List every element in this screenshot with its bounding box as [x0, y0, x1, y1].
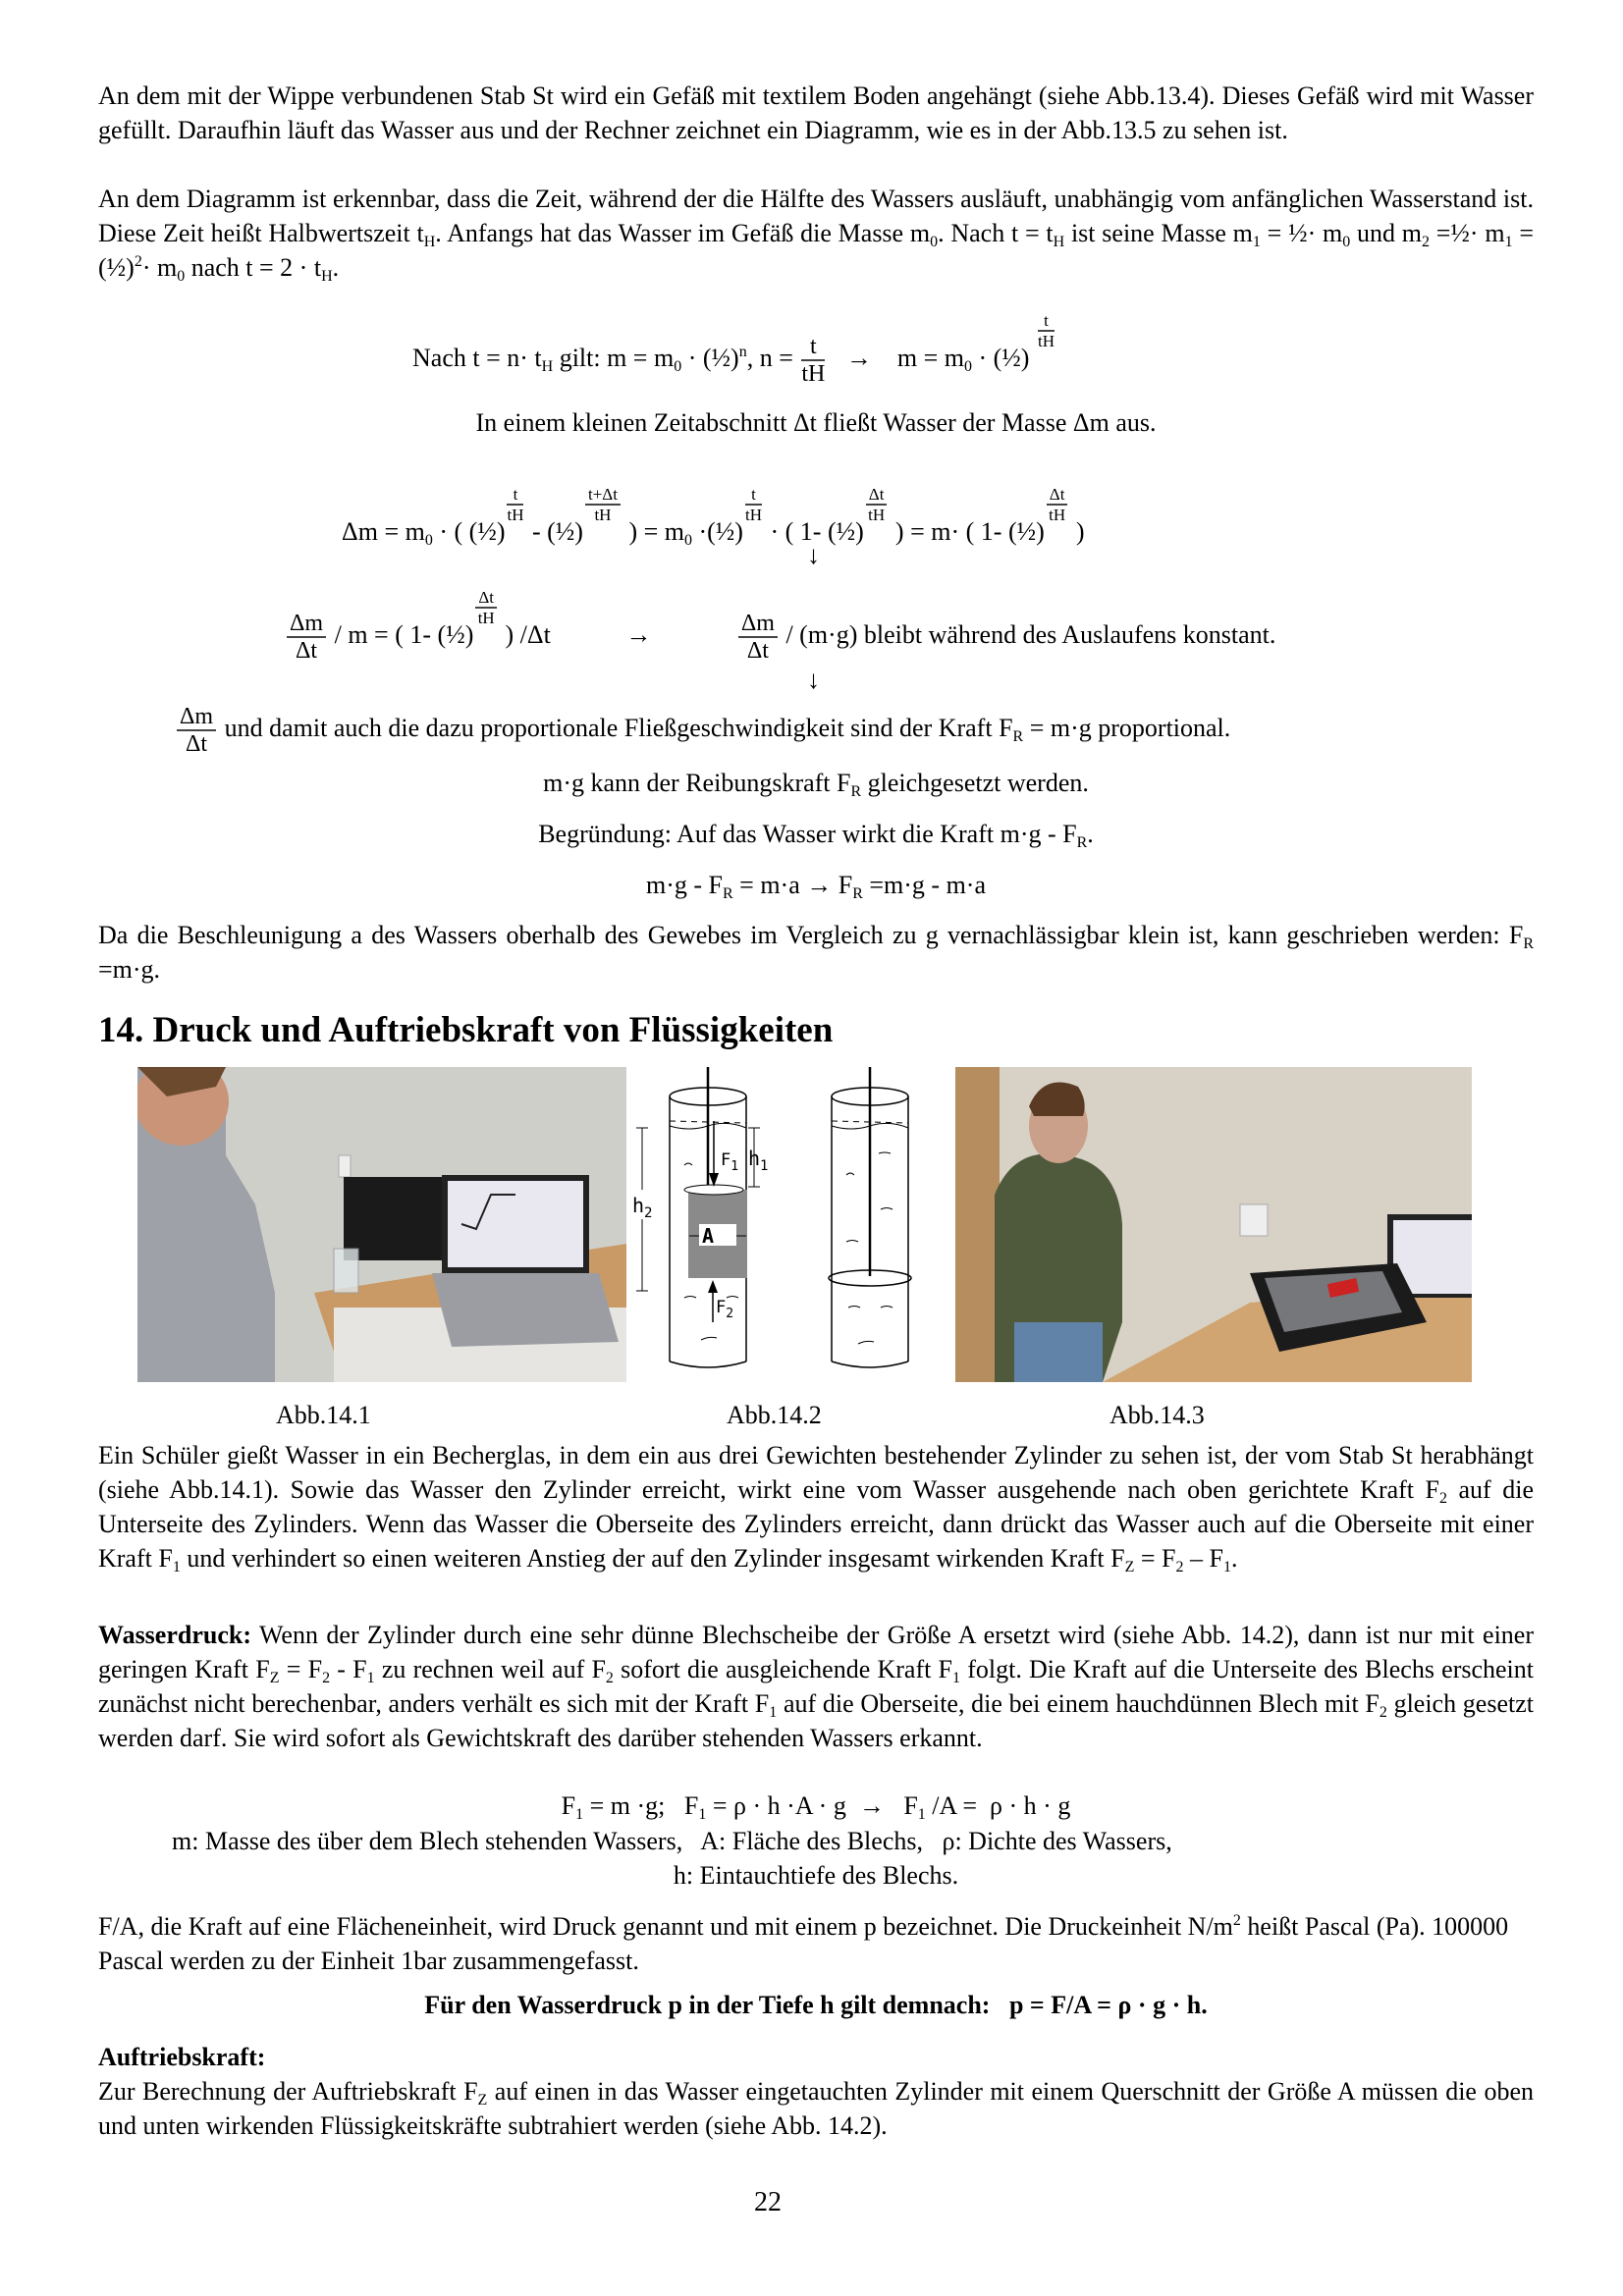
sub: R [1012, 727, 1024, 745]
text: . Nach t = t [938, 219, 1054, 247]
text: heißt Pascal (Pa). 100000 Pascal werden zu der Einheit 1bar zusammengefasst. [98, 1912, 1509, 1975]
text: – F [1183, 1544, 1223, 1573]
arrow: ↓ [807, 666, 820, 694]
exp-frac [745, 486, 762, 523]
label-h1: $h_1$ [748, 1147, 769, 1174]
num: t [801, 335, 825, 361]
sub: H [541, 358, 554, 375]
text: Begründung: Auf das Wasser wirkt die Kraft m·g - F [538, 820, 1077, 848]
figure-14-2-diagram [630, 1067, 954, 1382]
text: = F [279, 1655, 323, 1683]
sub: Z [1124, 1559, 1135, 1575]
figure-14-3-photo [955, 1067, 1472, 1382]
text: · (½) [971, 344, 1030, 372]
text: auf einen in das Wasser eingetauchten Zylinder mit einem Querschnitt der Größe A müssen die oben und unten wirkenden Flüssigkeitskräfte subtrahiert werden (siehe Abb. 14.2). [98, 2077, 1534, 2140]
sub: 1 [917, 1806, 926, 1823]
den: tH [507, 506, 524, 524]
arrow-icon: → [845, 344, 872, 372]
text: Da die Beschleunigung a des Wassers oberhalb des Gewebes im Vergleich zu g vernachlässigbar klein ist, kann geschrieben werden: F [98, 921, 1524, 949]
water-pressure-label: Wasserdruck: [98, 1621, 251, 1649]
sub: 1 [172, 1559, 181, 1575]
sub: Z [269, 1670, 280, 1686]
num: Δt [866, 486, 888, 506]
sub: 1 [1504, 234, 1513, 250]
text: ) /Δt [499, 620, 551, 649]
text: =m·g - m·a [862, 871, 986, 899]
text: ) = m [622, 517, 684, 546]
num: t [507, 486, 523, 506]
exp-frac [866, 486, 888, 523]
exponent-fraction [1038, 312, 1055, 349]
sub: 2 [322, 1670, 331, 1686]
equation-pressure [98, 1789, 1534, 1823]
pressure-formula-bold: Für den Wasserdruck p in der Tiefe h gilt demnach: p = F/A = ρ · g · h. [424, 1991, 1208, 2019]
text: /A = ρ · h · g [925, 1791, 1071, 1820]
text: gleich gesetzt werden darf. Sie wird sofort als Gewichtskraft des darüber stehenden Wassers erkannt. [98, 1689, 1534, 1752]
fraction-dm-dt [287, 612, 326, 663]
formula-delta-m [342, 486, 1085, 549]
sub: 0 [683, 532, 692, 549]
text: An dem Diagramm ist erkennbar, dass die Zeit, während der die Hälfte des Wassers ausläuft, unabhängig vom anfänglichen Wasserstand ist. Diese Zeit heißt Halbwertszeit t [98, 185, 1534, 247]
text: gleichgesetzt werden. [861, 769, 1089, 797]
label-A: A [701, 1224, 715, 1248]
text: Zur Berechnung der Auftriebskraft F [98, 2077, 478, 2106]
den: tH [1037, 332, 1055, 350]
text: Ein Schüler gießt Wasser in ein Becherglas, in dem ein aus drei Gewichten bestehender Zylinder zu sehen ist, der vom Stab St herabhängt (siehe Abb.14.1). Sowie das Wasser den Zylinder erreicht, wirkt eine vom Wasser ausgehende nach oben gerichtete Kraft F [98, 1441, 1534, 1504]
arrow-icon: → [625, 620, 652, 649]
sub: 0 [1342, 234, 1351, 250]
text: ·(½) [691, 517, 743, 546]
sub: H [423, 234, 436, 250]
text: = ½· m [1260, 219, 1343, 247]
sub: 0 [424, 532, 433, 549]
text: Nach t = n· t [412, 344, 542, 372]
den: tH [868, 506, 886, 524]
sub: 1 [366, 1670, 375, 1686]
label-F1: $F_1$ [721, 1150, 739, 1174]
text: = (½) [98, 219, 1535, 282]
friction-line [98, 766, 1534, 800]
sup: n [738, 344, 747, 360]
figure-14-1-photo [137, 1067, 626, 1382]
text: und verhindert so einen weiteren Anstieg der auf den Zylinder insgesamt wirkenden Kraft F [180, 1544, 1125, 1573]
text: und m [1350, 219, 1422, 247]
sub: H [321, 268, 333, 285]
formula-half-life [412, 312, 1056, 386]
text: zu rechnen weil auf F [374, 1655, 606, 1683]
text: · ( 1- (½) [763, 517, 864, 546]
den: Δt [746, 638, 769, 665]
page-number: 22 [754, 2187, 782, 2217]
text: , n = [746, 344, 793, 372]
text: auf die Oberseite, die bei einem hauchdünnen Blech mit F [777, 1689, 1380, 1718]
water-pressure-paragraph [98, 1618, 1534, 1755]
text: / (m·g) bleibt während des Auslaufens konstant. [779, 620, 1276, 649]
formula-intro-line [98, 405, 1534, 440]
text: . [332, 253, 340, 282]
photo-student-pouring [137, 1067, 626, 1382]
intro-paragraph-2 [98, 182, 1534, 285]
text: m = m [896, 344, 964, 372]
text: = m·a → F [732, 871, 853, 899]
text: auf die Unterseite des Zylinders. Wenn das Wasser die Oberseite des Zylinders erreicht, dann drückt das Wasser auch auf die Oberseite mit einer Kraft F [98, 1475, 1534, 1573]
sub: 0 [177, 268, 186, 285]
sub: 2 [605, 1670, 614, 1686]
sub: 1 [952, 1670, 960, 1686]
sub: 1 [769, 1704, 778, 1721]
text: . [1230, 1544, 1238, 1573]
figure-caption-14-1: Abb.14.1 [276, 1401, 371, 1429]
formula-rate [285, 589, 1275, 663]
text: gilt: m = m [553, 344, 675, 372]
sub: 0 [674, 358, 682, 375]
sub: H [1053, 234, 1065, 250]
text: . Anfangs hat das Wasser im Gefäß die Masse m [435, 219, 931, 247]
num: t [1038, 312, 1055, 332]
conclusion-paragraph [98, 918, 1534, 987]
num: Δt [475, 589, 497, 609]
text: m·g - F [645, 871, 723, 899]
text: Δm = m [342, 517, 425, 546]
sub: R [1076, 834, 1088, 851]
formula-proportional [175, 705, 1230, 756]
num: Δm [177, 705, 216, 731]
sub: 0 [963, 358, 972, 375]
text: F/A, die Kraft auf eine Flächeneinheit, wird Druck genannt und mit einem p bezeichnet. Die Druckeinheit N/m [98, 1912, 1233, 1941]
text: · m [141, 253, 178, 282]
label-F2: $F_2$ [716, 1298, 734, 1321]
down-arrow-icon [807, 663, 820, 697]
text: · (½) [681, 344, 739, 372]
text: ) = m· ( 1- (½) [889, 517, 1045, 546]
text: - (½) [525, 517, 583, 546]
legend-line-1: m: Masse des über dem Blech stehenden Wassers, A: Fläche des Blechs, ρ: Dichte des Wassers, [172, 1827, 1172, 1855]
num: Δt [1047, 486, 1068, 506]
num: t [745, 486, 762, 506]
exp-frac [475, 589, 497, 626]
text: folgt. Die Kraft auf die Unterseite des Blechs erscheint zunächst nicht berechenbar, anders verhält es sich mit der Kraft F [98, 1655, 1534, 1718]
den: Δt [186, 731, 208, 757]
exp-frac [585, 486, 621, 523]
exp-frac [507, 486, 523, 523]
intro-paragraph-1 [98, 79, 1534, 147]
text: und damit auch die dazu proportionale Fließgeschwindigkeit sind der Kraft F [218, 713, 1013, 742]
text: = ρ · h ·A · g → F [706, 1791, 918, 1820]
text: . [1087, 820, 1094, 848]
sub: 1 [1222, 1559, 1231, 1575]
text: · ( (½) [432, 517, 506, 546]
sub: R [722, 885, 733, 902]
text: ) [1069, 517, 1085, 546]
text: =½· m [1430, 219, 1505, 247]
pressure-definition-paragraph [98, 1909, 1534, 1978]
text: = m·g proportional. [1023, 713, 1231, 742]
exp-frac [1047, 486, 1068, 523]
den: tH [477, 609, 495, 627]
text: m·g kann der Reibungskraft F [543, 769, 851, 797]
text: - F [330, 1655, 367, 1683]
text: F [561, 1791, 576, 1820]
student-paragraph [98, 1438, 1534, 1575]
text: = m ·g; F [583, 1791, 699, 1820]
text: = F [1134, 1544, 1176, 1573]
den: tH [1049, 506, 1066, 524]
down-arrow-icon [807, 538, 820, 572]
den: tH [594, 506, 612, 524]
sub: 1 [698, 1806, 707, 1823]
den: tH [744, 506, 762, 524]
section-heading: 14. Druck und Auftriebskraft von Flüssigkeiten [98, 1010, 834, 1050]
num: Δm [738, 612, 778, 638]
text: =m·g. [98, 955, 161, 984]
legend-line-2: h: Eintauchtiefe des Blechs. [673, 1861, 959, 1890]
sub: 0 [930, 234, 939, 250]
sub: 1 [575, 1806, 584, 1823]
cylinder-force-diagram [630, 1067, 954, 1382]
text: / m = ( 1- (½) [328, 620, 474, 649]
text: ist seine Masse m [1064, 219, 1253, 247]
figure-caption-14-2: Abb.14.2 [727, 1401, 822, 1429]
sub: R [850, 783, 862, 800]
reason-line [98, 817, 1534, 851]
figure-caption-14-3: Abb.14.3 [1109, 1401, 1205, 1429]
den: Δt [296, 638, 318, 665]
fraction-dm-dt [177, 705, 216, 756]
fraction-dm-dt [738, 612, 778, 663]
num: Δm [287, 612, 326, 638]
arrow: ↓ [807, 541, 820, 569]
sub: Z [477, 2092, 488, 2109]
num: t+Δt [585, 486, 621, 506]
sub: 1 [1252, 234, 1261, 250]
buoyancy-heading: Auftriebskraft: [98, 2043, 266, 2071]
label-h2: $h_2$ [632, 1194, 653, 1221]
den: tH [801, 361, 826, 388]
sub: R [1523, 935, 1534, 952]
sup: 2 [1232, 1912, 1241, 1929]
text: Wenn der Zylinder durch eine sehr dünne Blechscheibe der Größe A ersetzt wird (siehe Abb. 14.2), dann ist nur mit einer geringen Kraft F [98, 1621, 1534, 1683]
text: In einem kleinen Zeitabschnitt Δt fließt Wasser der Masse Δm aus. [475, 408, 1157, 437]
buoyancy-paragraph [98, 2074, 1534, 2143]
sub: 2 [1422, 234, 1430, 250]
sub: 2 [1439, 1490, 1447, 1507]
sub: 2 [1379, 1704, 1387, 1721]
sup: 2 [134, 253, 142, 270]
fraction-t-over-tH [801, 335, 825, 386]
photo-student-apparatus [955, 1067, 1472, 1382]
equation-friction [98, 868, 1534, 902]
text: sofort die ausgleichende Kraft F [613, 1655, 952, 1683]
text: nach t = 2 · t [185, 253, 322, 282]
intro-text-1: An dem mit der Wippe verbundenen Stab St wird ein Gefäß mit textilem Boden angehängt (siehe Abb.13.4). Dieses Gefäß wird mit Wasser gefüllt. Daraufhin läuft das Wasser aus und der Rechner zeichnet ein Diagramm, wie es in der Abb.13.5 zu sehen ist. [98, 81, 1534, 144]
sub: R [852, 885, 863, 902]
sub: 2 [1175, 1559, 1184, 1575]
